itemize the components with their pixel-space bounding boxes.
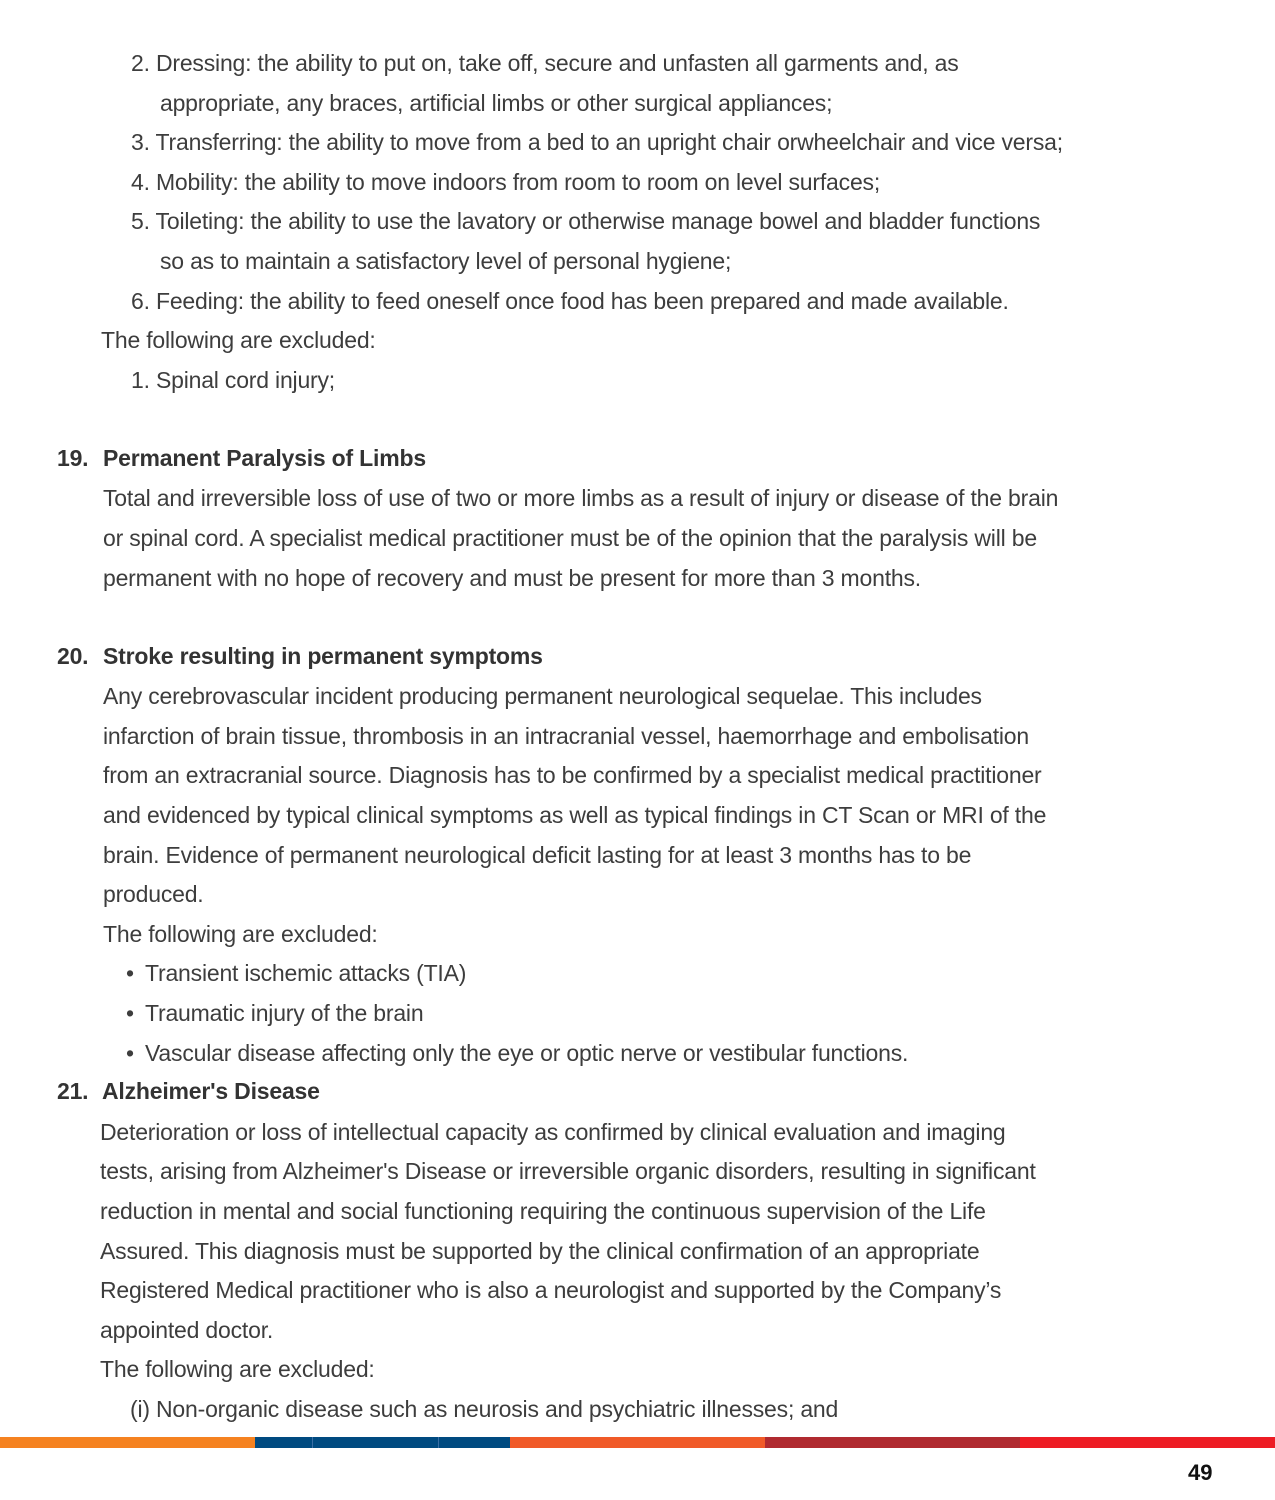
adl-item-mobility: 4. Mobility: the ability to move indoors from room to room on level surfaces; [131, 169, 881, 195]
section-title: Alzheimer's Disease [102, 1078, 320, 1104]
footer-bar-segment-red-orange [510, 1437, 765, 1448]
footer-bar-segment-blue [255, 1437, 510, 1448]
exclusions-intro: The following are excluded: [100, 1356, 375, 1382]
section-body-line: infarction of brain tissue, thrombosis in an intracranial vessel, haemorrhage and embolisation [103, 723, 1029, 749]
section-body-line: Total and irreversible loss of use of two or more limbs as a result of injury or disease of the brain [103, 485, 1059, 511]
section-body-line: brain. Evidence of permanent neurological deficit lasting for at least 3 months has to be [103, 842, 972, 868]
section-body-line: and evidenced by typical clinical symptoms as well as typical findings in CT Scan or MRI of the [103, 802, 1047, 828]
exclusion-item: Traumatic injury of the brain [145, 1000, 424, 1026]
exclusion-item: Transient ischemic attacks (TIA) [145, 960, 467, 986]
section-body-line: appointed doctor. [100, 1317, 274, 1343]
exclusion-item: Vascular disease affecting only the eye or optic nerve or vestibular functions. [145, 1040, 909, 1066]
footer-bar-segment-orange [0, 1437, 255, 1448]
section-number: 20. [57, 643, 89, 669]
section-title: Permanent Paralysis of Limbs [103, 445, 426, 471]
footer-bar-divider [312, 1437, 313, 1448]
section-body-line: from an extracranial source. Diagnosis has to be confirmed by a specialist medical practitioner [103, 762, 1042, 788]
section-body-line: tests, arising from Alzheimer's Disease or irreversible organic disorders, resulting in significant [100, 1158, 1036, 1184]
bullet-icon: • [126, 960, 134, 986]
adl-item-dressing-cont: appropriate, any braces, artificial limbs or other surgical appliances; [160, 90, 833, 116]
section-body-line: or spinal cord. A specialist medical practitioner must be of the opinion that the paralysis will be [103, 525, 1037, 551]
footer-bar-segment-maroon [765, 1437, 1020, 1448]
exclusions-intro: The following are excluded: [101, 327, 376, 353]
section-number: 19. [57, 445, 89, 471]
section-number: 21. [57, 1078, 89, 1104]
section-body-line: Deterioration or loss of intellectual capacity as confirmed by clinical evaluation and imaging [100, 1119, 1006, 1145]
exclusion-item: 1. Spinal cord injury; [131, 367, 335, 393]
adl-item-transferring: 3. Transferring: the ability to move from a bed to an upright chair orwheelchair and vice versa; [131, 129, 1063, 155]
section-body-line: reduction in mental and social functioning requiring the continuous supervision of the Life [100, 1198, 986, 1224]
adl-item-toileting: 5. Toileting: the ability to use the lavatory or otherwise manage bowel and bladder functions [131, 208, 1041, 234]
adl-item-toileting-cont: so as to maintain a satisfactory level of personal hygiene; [160, 248, 732, 274]
footer-bar-divider [438, 1437, 439, 1448]
exclusion-item: (i) Non-organic disease such as neurosis and psychiatric illnesses; and [130, 1396, 839, 1422]
exclusions-intro: The following are excluded: [103, 921, 378, 947]
bullet-icon: • [126, 1000, 134, 1026]
footer-bar-segment-red [1020, 1437, 1275, 1448]
adl-item-dressing: 2. Dressing: the ability to put on, take off, secure and unfasten all garments and, as [131, 50, 959, 76]
page-number: 49 [1188, 1460, 1213, 1485]
section-body-line: produced. [103, 881, 204, 907]
section-body-line: Assured. This diagnosis must be supported by the clinical confirmation of an appropriate [100, 1238, 980, 1264]
section-body-line: Any cerebrovascular incident producing permanent neurological sequelae. This includes [103, 683, 982, 709]
section-body-line: Registered Medical practitioner who is also a neurologist and supported by the Company’s [100, 1277, 1002, 1303]
bullet-icon: • [126, 1040, 134, 1066]
section-title: Stroke resulting in permanent symptoms [103, 643, 543, 669]
section-body-line: permanent with no hope of recovery and must be present for more than 3 months. [103, 565, 921, 591]
adl-item-feeding: 6. Feeding: the ability to feed oneself once food has been prepared and made available. [131, 288, 1009, 314]
